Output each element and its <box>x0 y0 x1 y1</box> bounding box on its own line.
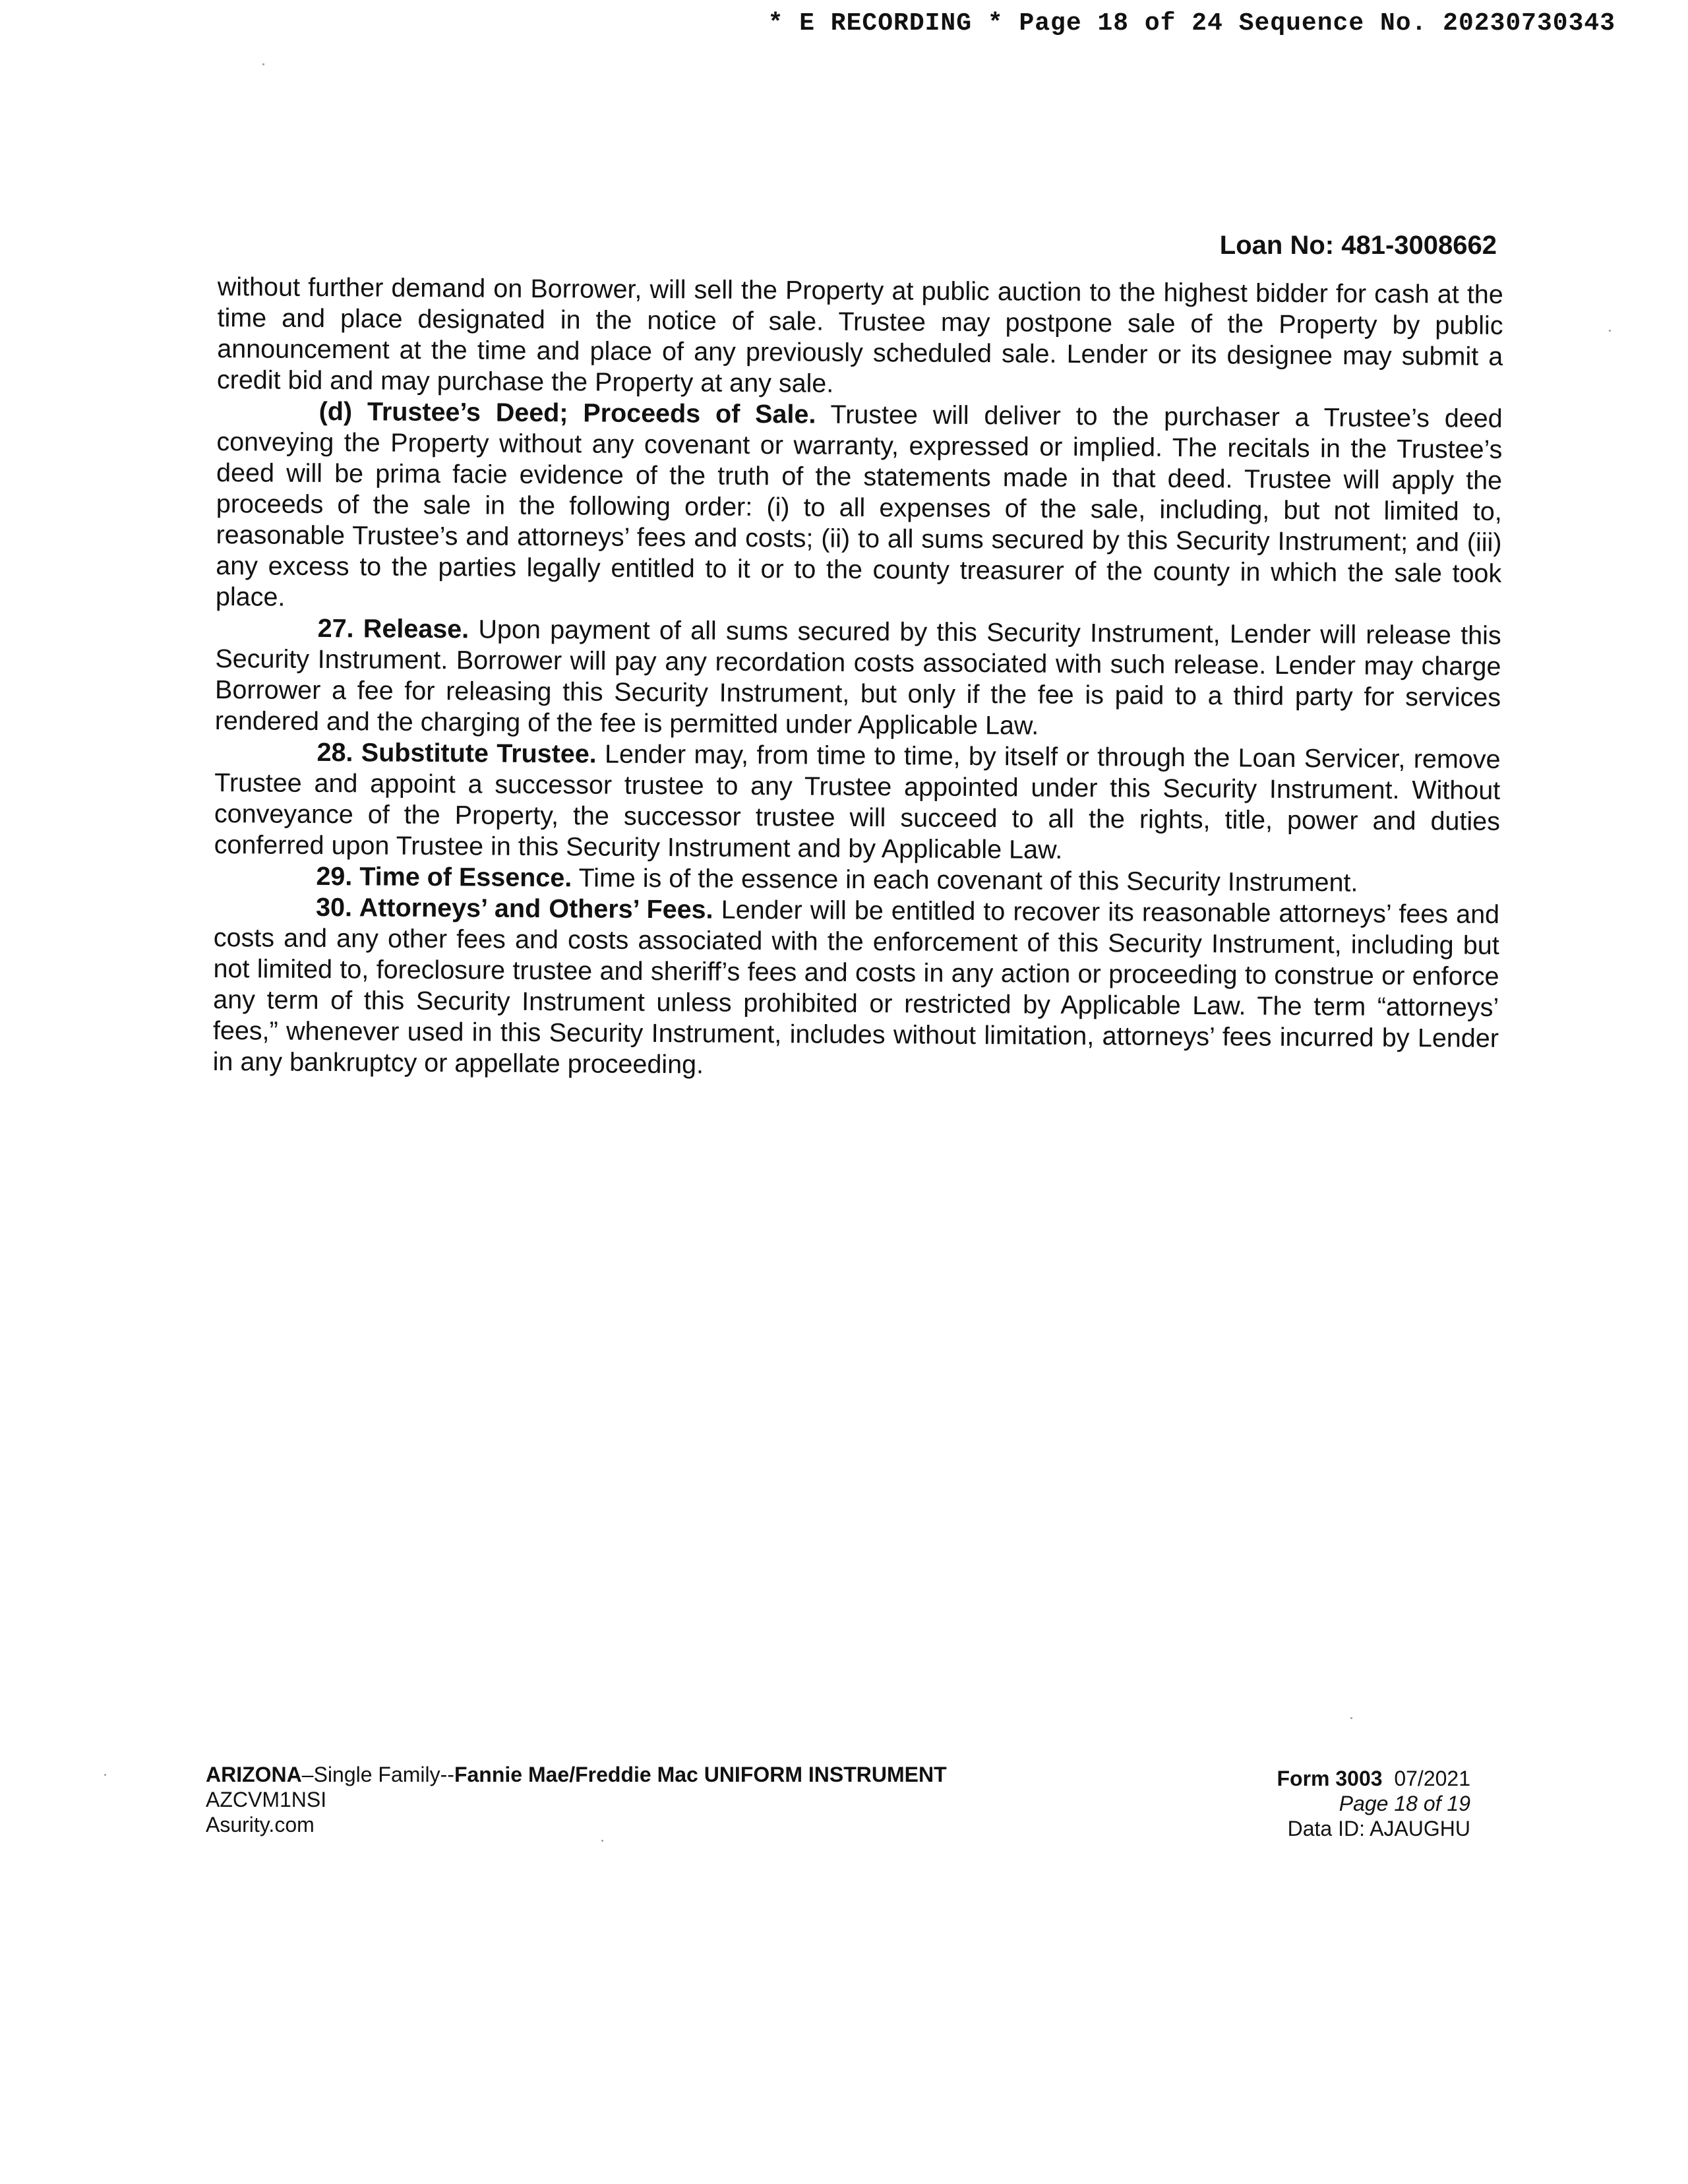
paragraph-heading: (d) Trustee’s Deed; Proceeds of Sale. <box>318 396 816 429</box>
footer-form-code: AZCVM1NSI <box>206 1788 327 1811</box>
paragraph-substitute-trustee <box>214 737 1501 868</box>
paragraph-text: Upon payment of all sums secured by this Security Instrument, Lender will release this Security Instrument. Borrower will pay any recordation costs associated with such release. Lender may charge Borrower a fee for releasing this Security Instrument, but only if the fee is paid to a third party for services rendered and the charging of the fee is permitted under Applicable Law. <box>214 615 1501 741</box>
paragraph-heading: 28. Substitute Trustee. <box>316 737 597 769</box>
footer-single-family: –Single Family-- <box>301 1763 454 1786</box>
scan-speck <box>601 1840 603 1842</box>
loan-number: Loan No: 481-3008662 <box>1219 231 1497 260</box>
paragraph-heading: 30. Attorneys’ and Others’ Fees. <box>315 892 713 925</box>
paragraph-attorneys-fees <box>213 892 1500 1085</box>
footer-instrument-line <box>206 1762 947 1787</box>
footer-data-id: Data ID: AJAUGHU <box>1287 1817 1470 1840</box>
paragraph-text: Lender may, from time to time, by itself or through the Loan Servicer, remove Trustee and appoint a successor trustee to any Trustee appointed under this Security Instrument. Without conveyance of the Property, the successor trustee will succeed to all the rights, title, power and duties conferred upon Trustee in this Security Instrument and by Applicable Law. <box>214 739 1501 864</box>
paragraph-heading: 29. Time of Essence. <box>316 861 572 893</box>
footer-form-number: Form 3003 <box>1277 1767 1383 1790</box>
footer-page-number: Page 18 of 19 <box>1339 1792 1470 1815</box>
footer-instrument: Fannie Mae/Freddie Mac UNIFORM INSTRUMENT <box>454 1763 947 1786</box>
footer-page-info <box>1277 1766 1470 1841</box>
footer-form-date: 07/2021 <box>1394 1767 1470 1790</box>
paragraph-text: Time is of the essence in each covenant of this Security Instrument. <box>578 863 1358 897</box>
scan-speck <box>104 1774 106 1776</box>
paragraph-text: Trustee will deliver to the purchaser a Trustee’s deed conveying the Property without any covenant or warranty, expressed or implied. The recitals in the Trustee’s deed will be prima facie evidence of the truth of the statements made in that deed. Trustee will apply the proceeds of the sale in the following order: (i) to all expenses of the sale, including, but not limited to, reasonable Trustee’s and attorneys’ fees and costs; (ii) to all sums secured by this Security Instrument; and (iii) any excess to the parties legally entitled to it or to the county treasurer of the county in which the sale took place. <box>215 400 1503 612</box>
paragraph-sale-continuation <box>217 272 1503 404</box>
footer-form-line <box>1277 1766 1470 1791</box>
scan-speck <box>262 63 264 65</box>
recording-stamp-header: * E RECORDING * Page 18 of 24 Sequence No. 20230730343 <box>768 9 1615 38</box>
paragraph-text: Lender will be entitled to recover its reasonable attorneys’ fees and costs and any other fees and costs associated with the enforcement of this Security Instrument, including but not limited to, foreclosure trustee and sheriff’s fees and costs in any action or proceeding to construe or enforce any term of this Security Instrument unless prohibited or restricted by Applicable Law. The term “attorneys’ fees,” whenever used in this Security Instrument, includes without limitation, attorneys’ fees incurred by Lender in any bankruptcy or appellate proceeding. <box>212 895 1500 1079</box>
paragraph-release <box>215 613 1501 744</box>
document-body <box>213 272 1503 1085</box>
footer-state: ARIZONA <box>206 1763 302 1786</box>
paragraph-heading: 27. Release. <box>317 613 469 644</box>
scan-speck <box>1609 330 1611 332</box>
footer-website: Asurity.com <box>206 1813 315 1836</box>
paragraph-text: without further demand on Borrower, will sell the Property at public auction to the highest bidder for cash at the time and place designated in the notice of sale. Trustee may postpone sale of the Property by public announcement at the time and place of any previously scheduled sale. Lender or its designee may submit a credit bid and may purchase the Property at any sale. <box>216 272 1503 398</box>
footer-form-identification <box>206 1762 947 1837</box>
scan-speck <box>1350 1717 1352 1719</box>
paragraph-trustees-deed <box>216 396 1503 621</box>
